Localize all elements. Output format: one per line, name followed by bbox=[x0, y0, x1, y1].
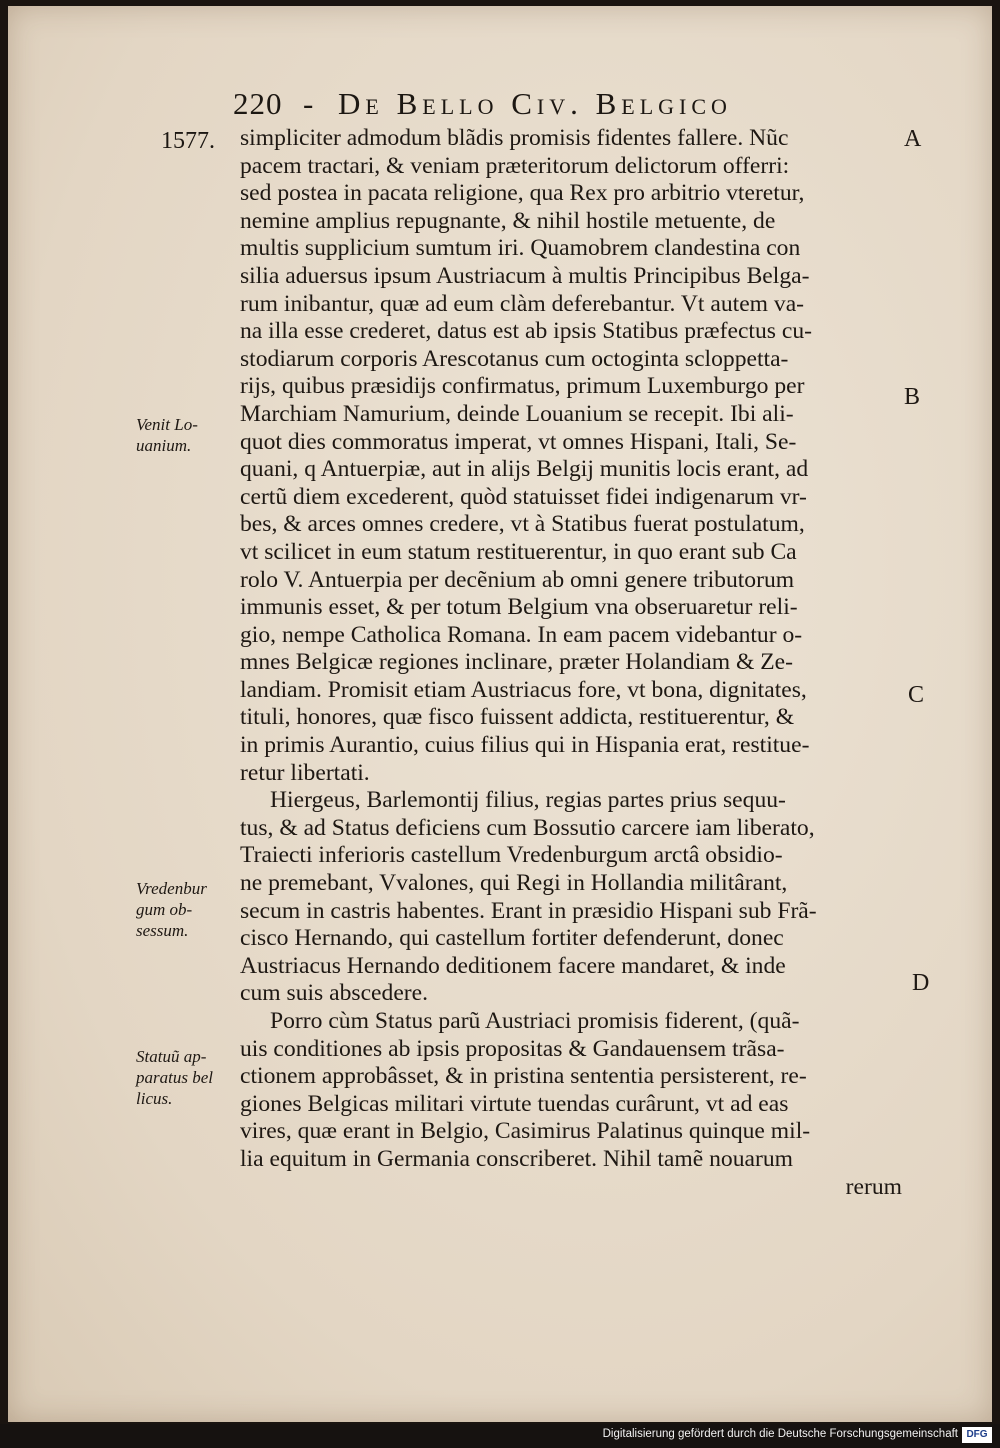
text-line: uis conditiones ab ipsis propositas & Gandauensem trãsa- bbox=[240, 1035, 785, 1062]
side-note-line: Statuũ ap- bbox=[136, 1047, 207, 1066]
side-note-line: Venit Lo- bbox=[136, 415, 198, 434]
text-line: vires, quæ erant in Belgio, Casimirus Palatinus quinque mil- bbox=[240, 1118, 811, 1145]
page-number: 220 bbox=[233, 86, 283, 121]
text-line: ne premebant, Vvalones, qui Regi in Hollandia militârant, bbox=[240, 870, 788, 897]
text-line: simpliciter admodum blãdis promisis fidentes fallere. Nũc bbox=[240, 125, 789, 151]
main-text-block bbox=[240, 125, 930, 1201]
running-title: De Bello Civ. Belgico bbox=[338, 86, 732, 121]
text-line: Traiecti inferioris castellum Vredenburgum arctâ obsidio- bbox=[240, 842, 783, 869]
text-line: rijs, quibus præsidijs confirmatus, primum Luxemburgo per bbox=[240, 373, 805, 400]
paragraph-start-line: Porro cùm Status parũ Austriaci promisis fiderent, (quã- bbox=[270, 1008, 800, 1034]
margin-letter-a: A bbox=[904, 126, 922, 152]
text-line: immunis esset, & per totum Belgium vna obseruaretur reli- bbox=[240, 594, 798, 621]
side-note-line: uanium. bbox=[136, 436, 192, 455]
text-line: rum inibantur, quæ ad eum clàm deferebantur. Vt autem va- bbox=[240, 290, 805, 317]
year-marker: 1577. bbox=[161, 128, 215, 154]
side-note-line: Vredenbur bbox=[136, 879, 207, 898]
margin-letter-b: B bbox=[904, 384, 921, 410]
text-line: in primis Aurantio, cuius filius qui in Hispania erat, restitue- bbox=[240, 732, 810, 759]
dfg-logo-icon: DFG bbox=[962, 1427, 992, 1443]
margin-letter-c: C bbox=[908, 682, 925, 708]
side-note-line: licus. bbox=[136, 1089, 173, 1108]
text-line: quani, q Antuerpiæ, aut in alijs Belgij munitis locis erant, ad bbox=[240, 456, 809, 483]
text-line: sed postea in pacata religione, qua Rex pro arbitrio vteretur, bbox=[240, 180, 805, 207]
text-line: cum suis abscedere. bbox=[240, 980, 429, 1007]
side-note bbox=[136, 878, 244, 941]
text-line: multis supplicium sumtum iri. Quamobrem clandestina con bbox=[240, 235, 801, 262]
side-note bbox=[136, 1046, 244, 1109]
text-line: pacem tractari, & veniam præteritorum delictorum offerri: bbox=[240, 152, 790, 179]
text-line: stodiarum corporis Arescotanus cum octoginta scloppetta- bbox=[240, 345, 789, 372]
text-line: secum in castris habentes. Erant in præsidio Hispani sub Frã- bbox=[240, 897, 817, 924]
text-line: cisco Hernando, qui castellum fortiter defenderunt, donec bbox=[240, 925, 784, 952]
text-line: vt scilicet in eum statum restituerentur, in quo erant sub Ca bbox=[240, 538, 797, 565]
text-line: na illa esse crederet, datus est ab ipsis Statibus præfectus cu- bbox=[240, 318, 812, 345]
funding-credit: Digitalisierung gefördert durch die Deutsche Forschungsgemeinschaft bbox=[602, 1428, 958, 1440]
text-line: bes, & arces omnes credere, vt à Statibus fuerat postulatum, bbox=[240, 511, 805, 538]
text-line: tus, & ad Status deficiens cum Bossutio carcere iam liberato, bbox=[240, 814, 815, 841]
text-line: nemine amplius repugnante, & nihil hostile metuente, de bbox=[240, 207, 776, 234]
text-line: Marchiam Namurium, deinde Louanium se recepit. Ibi ali- bbox=[240, 400, 794, 427]
side-note-line: paratus bel bbox=[136, 1068, 213, 1087]
text-line: ctionem approbâsset, & in pristina sententia persisterent, re- bbox=[240, 1063, 807, 1090]
text-line: lia equitum in Germania conscriberet. Nihil tamẽ nouarum bbox=[240, 1145, 793, 1172]
running-header bbox=[233, 86, 833, 126]
text-line: certũ diem excederent, quòd statuisset fidei indigenarum vr- bbox=[240, 483, 807, 510]
catchword: rerum bbox=[845, 1173, 902, 1200]
text-line: Austriacus Hernando deditionem facere mandaret, & inde bbox=[240, 952, 786, 979]
header-dash: - bbox=[303, 86, 319, 121]
text-line: retur libertati. bbox=[240, 759, 370, 786]
paragraph-start-line: Hiergeus, Barlemontij filius, regias partes prius sequu- bbox=[270, 787, 786, 814]
book-page bbox=[8, 6, 992, 1422]
side-note bbox=[136, 414, 244, 456]
text-line: mnes Belgicæ regiones inclinare, præter Holandiam & Ze- bbox=[240, 649, 793, 676]
text-line: rolo V. Antuerpia per decẽnium ab omni genere tributorum bbox=[240, 566, 795, 593]
text-line: gio, nempe Catholica Romana. In eam pacem videbantur o- bbox=[240, 621, 803, 648]
text-line: landiam. Promisit etiam Austriacus fore, vt bona, dignitates, bbox=[240, 676, 807, 703]
text-line: quot dies commoratus imperat, vt omnes Hispani, Itali, Se- bbox=[240, 428, 797, 455]
side-note-line: sessum. bbox=[136, 921, 189, 940]
text-line: tituli, honores, quæ fisco fuissent addicta, restituerentur, & bbox=[240, 704, 795, 731]
text-line: giones Belgicas militari virtute tuendas curârunt, vt ad eas bbox=[240, 1090, 789, 1117]
side-note-line: gum ob- bbox=[136, 900, 193, 919]
text-line: silia aduersus ipsum Austriacum à multis Principibus Belga- bbox=[240, 262, 810, 289]
margin-letter-d: D bbox=[912, 970, 930, 996]
